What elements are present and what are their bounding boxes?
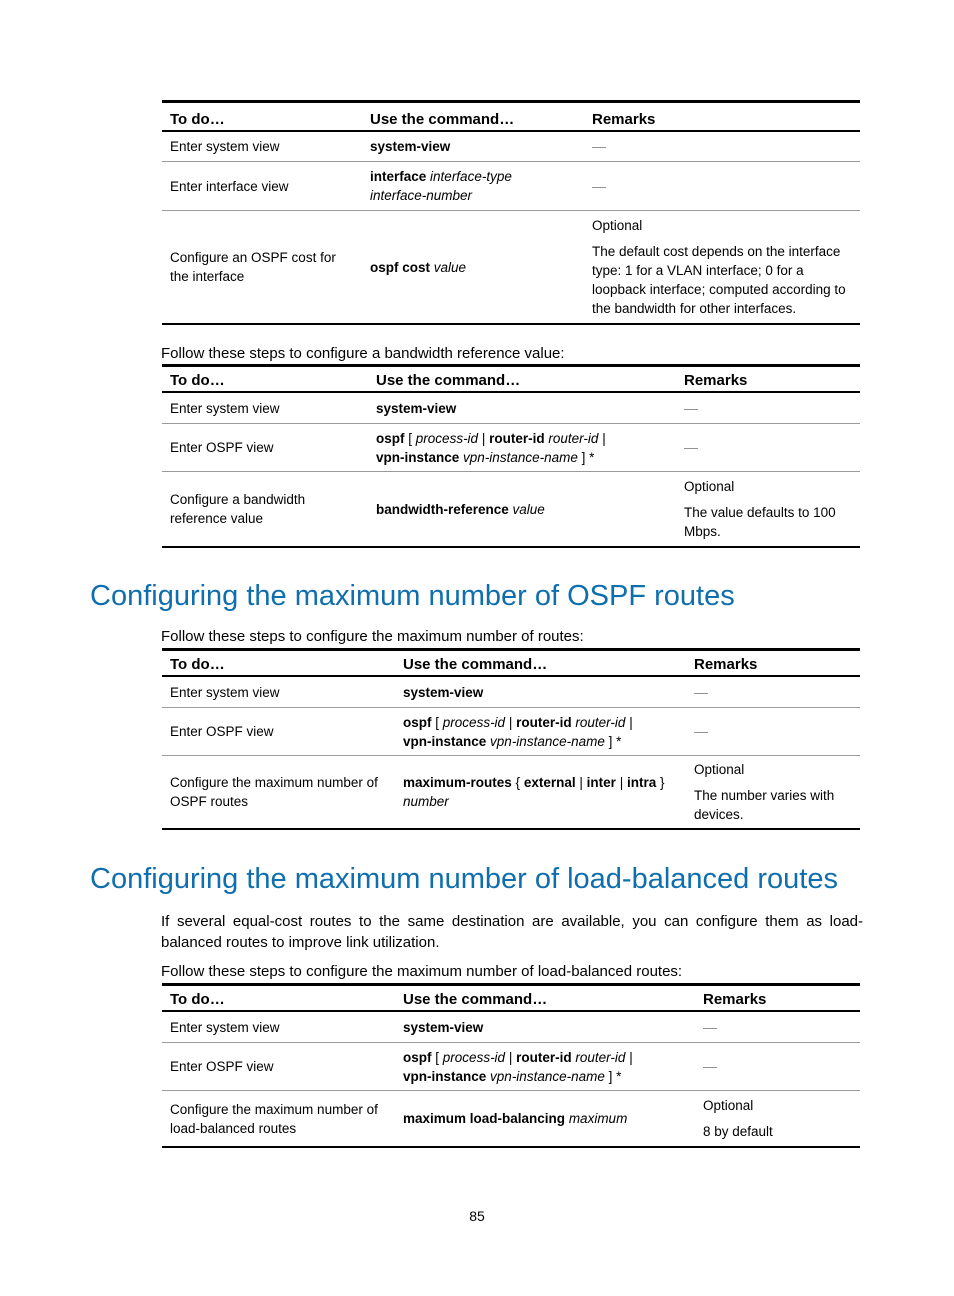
command-cell xyxy=(395,1109,695,1128)
table-row xyxy=(162,756,860,828)
load-balanced-intro: Follow these steps to configure the maximum number of load-balanced routes: xyxy=(161,963,683,980)
syntax-brace: } xyxy=(660,775,665,790)
table-row xyxy=(162,472,860,546)
syntax-pipe: | xyxy=(629,714,633,730)
command-cell xyxy=(395,713,686,751)
remark-optional: Optional xyxy=(684,479,735,494)
max-routes-intro: Follow these steps to configure the maximum number of routes: xyxy=(161,628,584,645)
bandwidth-intro: Follow these steps to configure a bandwidth reference value: xyxy=(161,345,565,362)
remark-cell xyxy=(584,216,860,318)
todo-cell: Enter system view xyxy=(170,400,280,416)
syntax-pipe: | xyxy=(508,1049,513,1065)
command-keyword: ospf xyxy=(403,714,432,730)
remark-cell: — xyxy=(694,683,708,700)
remark-cell: — xyxy=(592,177,606,194)
command-keyword: vpn-instance xyxy=(403,733,487,749)
command-keyword: ospf xyxy=(403,1049,432,1065)
remark-cell: — xyxy=(694,723,708,739)
remark-detail: The value defaults to 100 Mbps. xyxy=(684,505,836,539)
command-cell xyxy=(368,429,676,467)
remark-detail: The default cost depends on the interface type: 1 for a VLAN interface; 0 for a loopback interface; computed according to the bandwidth for other interfaces. xyxy=(592,244,846,316)
syntax-brace: { xyxy=(515,775,521,790)
todo-cell: Configure an OSPF cost for the interface xyxy=(170,250,336,284)
command-keyword: router-id xyxy=(489,430,545,446)
command-arg: router-id xyxy=(575,714,626,730)
syntax-pipe: | xyxy=(602,430,606,446)
command-arg: interface-number xyxy=(370,188,473,203)
header-command: Use the command… xyxy=(376,372,521,389)
command-cell xyxy=(395,1048,695,1086)
command-cell xyxy=(362,167,584,205)
command-cell xyxy=(368,399,676,418)
command-arg: value xyxy=(512,501,545,517)
header-command: Use the command… xyxy=(370,111,515,128)
header-command: Use the command… xyxy=(403,991,548,1008)
section-title-load-balanced: Configuring the maximum number of load-balanced routes xyxy=(90,863,838,895)
command-keyword: system-view xyxy=(376,400,457,416)
syntax-bracket: [ xyxy=(435,714,440,730)
syntax-pipe: | xyxy=(481,430,486,446)
bandwidth-reference-table xyxy=(162,364,860,548)
syntax-pipe: | xyxy=(508,714,513,730)
command-arg: process-id xyxy=(442,1049,506,1065)
table-row xyxy=(162,393,860,424)
command-keyword: bandwidth-reference xyxy=(376,501,509,517)
syntax-bracket: ] xyxy=(608,733,613,749)
table-row xyxy=(162,708,860,756)
command-arg: vpn-instance-name xyxy=(490,733,605,749)
remark-cell: — xyxy=(703,1018,717,1035)
table-row xyxy=(162,211,860,323)
command-cell xyxy=(368,500,676,519)
command-cell xyxy=(362,258,584,277)
header-remarks: Remarks xyxy=(684,372,748,389)
command-keyword: intra xyxy=(626,775,657,790)
command-arg: maximum xyxy=(568,1111,628,1126)
todo-cell: Enter system view xyxy=(170,139,280,154)
todo-cell: Configure the maximum number of OSPF routes xyxy=(170,775,378,809)
syntax-bracket: [ xyxy=(435,1049,440,1065)
command-arg: router-id xyxy=(575,1049,626,1065)
command-keyword: vpn-instance xyxy=(403,1068,487,1084)
syntax-bracket: ] xyxy=(581,449,586,465)
load-balanced-paragraph: If several equal-cost routes to the same destination are available, you can configure them as load-balanced routes to improve link utilization. xyxy=(161,913,863,951)
command-cell xyxy=(362,137,584,156)
syntax-star: * xyxy=(589,449,595,465)
syntax-star: * xyxy=(616,1068,622,1084)
command-keyword: external xyxy=(523,775,576,790)
remark-optional: Optional xyxy=(694,762,745,777)
command-keyword: router-id xyxy=(516,714,572,730)
todo-cell: Enter OSPF view xyxy=(170,724,274,739)
header-todo: To do… xyxy=(170,656,225,673)
todo-cell: Configure a bandwidth reference value xyxy=(170,492,306,526)
todo-cell: Enter OSPF view xyxy=(170,440,274,455)
remark-cell xyxy=(676,477,860,541)
load-balanced-table xyxy=(162,983,860,1148)
command-cell xyxy=(395,773,686,811)
remark-cell: — xyxy=(684,439,698,455)
remark-cell: — xyxy=(703,1058,717,1074)
command-cell xyxy=(395,683,686,702)
remark-cell: — xyxy=(684,399,698,416)
syntax-star: * xyxy=(616,733,622,749)
syntax-pipe: | xyxy=(579,775,583,790)
header-remarks: Remarks xyxy=(694,656,758,673)
command-arg: process-id xyxy=(442,714,506,730)
table-header xyxy=(162,986,860,1012)
table-header xyxy=(162,103,860,132)
table-row xyxy=(162,424,860,472)
max-routes-table xyxy=(162,648,860,830)
syntax-bracket: [ xyxy=(408,430,413,446)
command-arg: process-id xyxy=(415,430,479,446)
command-arg: value xyxy=(433,259,467,275)
command-arg: vpn-instance-name xyxy=(463,449,578,465)
command-keyword: maximum load-balancing xyxy=(403,1111,566,1126)
remark-detail: The number varies with devices. xyxy=(694,788,835,822)
command-arg: number xyxy=(403,794,449,809)
command-keyword: system-view xyxy=(403,684,484,700)
command-keyword: system-view xyxy=(370,139,451,154)
header-command: Use the command… xyxy=(403,656,548,673)
command-arg: vpn-instance-name xyxy=(490,1068,605,1084)
header-todo: To do… xyxy=(170,111,225,128)
command-keyword: maximum-routes xyxy=(403,775,512,790)
syntax-pipe: | xyxy=(619,775,624,790)
remark-cell xyxy=(686,760,860,824)
table-header xyxy=(162,367,860,393)
todo-cell: Enter system view xyxy=(170,1019,280,1035)
syntax-pipe: | xyxy=(629,1049,633,1065)
remark-optional: Optional xyxy=(592,218,643,233)
ospf-cost-table xyxy=(162,100,860,325)
table-row xyxy=(162,1012,860,1043)
command-keyword: ospf cost xyxy=(370,259,431,275)
table-row xyxy=(162,1091,860,1146)
todo-cell: Enter OSPF view xyxy=(170,1059,274,1074)
remark-detail: 8 by default xyxy=(703,1124,773,1139)
command-keyword: ospf xyxy=(376,430,405,446)
table-header xyxy=(162,651,860,677)
table-row xyxy=(162,677,860,708)
command-cell xyxy=(395,1018,695,1037)
table-row xyxy=(162,1043,860,1091)
syntax-bracket: ] xyxy=(608,1068,613,1084)
command-arg: router-id xyxy=(548,430,599,446)
command-keyword: system-view xyxy=(403,1019,484,1035)
header-remarks: Remarks xyxy=(592,111,656,128)
header-remarks: Remarks xyxy=(703,991,767,1008)
command-keyword: interface xyxy=(370,169,427,184)
remark-optional: Optional xyxy=(703,1098,754,1113)
command-keyword: inter xyxy=(586,775,616,790)
todo-cell: Enter system view xyxy=(170,684,280,700)
command-keyword: router-id xyxy=(516,1049,572,1065)
header-todo: To do… xyxy=(170,991,225,1008)
todo-cell: Configure the maximum number of load-balanced routes xyxy=(170,1101,378,1136)
page-number: 85 xyxy=(469,1208,485,1224)
command-arg: interface-type xyxy=(430,169,512,184)
command-keyword: vpn-instance xyxy=(376,449,460,465)
table-row xyxy=(162,132,860,162)
remark-cell xyxy=(695,1096,860,1141)
section-title-max-routes: Configuring the maximum number of OSPF routes xyxy=(90,580,735,612)
todo-cell: Enter interface view xyxy=(170,178,289,194)
remark-cell: — xyxy=(592,138,606,154)
header-todo: To do… xyxy=(170,372,225,389)
table-row xyxy=(162,162,860,211)
